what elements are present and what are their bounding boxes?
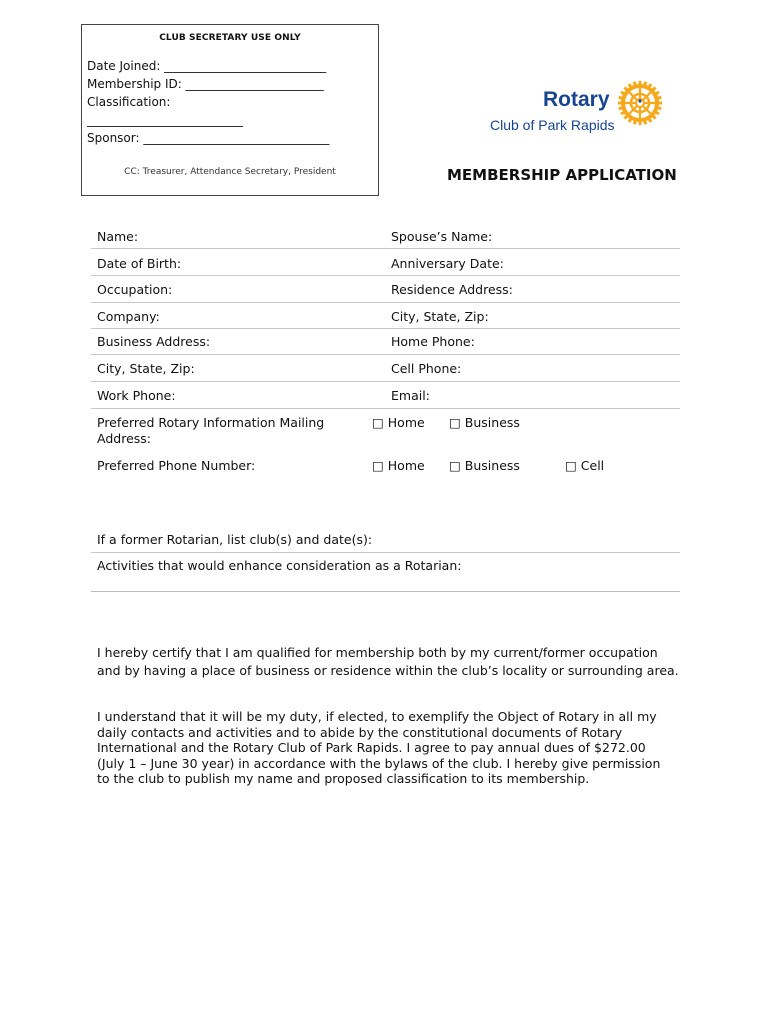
business-address-field[interactable]: Business Address: (97, 334, 211, 349)
certify-line: I hereby certify that I am qualified for membership both by my current/former occupation (97, 645, 658, 660)
phone-business-checkbox[interactable]: □ Business (449, 458, 520, 473)
understand-line: (July 1 – June 30 year) in accordance with the bylaws of the club. I hereby give permission (97, 755, 661, 771)
classification-label: Classification: (87, 95, 171, 109)
membership-id-field[interactable]: Membership ID: _______________________ (87, 77, 324, 91)
row-divider (91, 552, 680, 553)
row-divider (91, 354, 680, 355)
understand-paragraph (97, 709, 660, 787)
residence-address-field[interactable]: Residence Address: (391, 282, 513, 297)
understand-line: International and the Rotary Club of Park Rapids. I agree to pay annual dues of $272.00 (97, 740, 646, 755)
club-secretary-box (81, 24, 379, 196)
activities-field[interactable]: Activities that would enhance consideration as a Rotarian: (97, 558, 462, 573)
form-title: MEMBERSHIP APPLICATION (447, 166, 677, 184)
rotary-wheel-icon (617, 80, 663, 126)
certify-paragraph (97, 644, 679, 680)
occupation-field[interactable]: Occupation: (97, 282, 173, 297)
row-divider (91, 381, 680, 382)
home-phone-field[interactable]: Home Phone: (391, 334, 475, 349)
date-of-birth-field[interactable]: Date of Birth: (97, 256, 182, 271)
company-field[interactable]: Company: (97, 309, 160, 324)
mailing-business-checkbox[interactable]: □ Business (449, 415, 520, 430)
anniversary-date-field[interactable]: Anniversary Date: (391, 256, 504, 271)
phone-home-checkbox[interactable]: □ Home (372, 458, 425, 473)
rotary-logo-text: Rotary (543, 88, 610, 111)
secretary-box-title: CLUB SECRETARY USE ONLY (159, 33, 301, 43)
sponsor-field[interactable]: Sponsor: _______________________________ (87, 131, 330, 145)
phone-preference-label: Preferred Phone Number: (97, 458, 256, 473)
phone-cell-checkbox[interactable]: □ Cell (565, 458, 605, 473)
date-joined-field[interactable]: Date Joined: ___________________________ (87, 59, 327, 73)
club-name-text: Club of Park Rapids (490, 117, 615, 133)
mailing-preference-label-cont: Address: (97, 431, 151, 446)
email-field[interactable]: Email: (391, 388, 430, 403)
work-phone-field[interactable]: Work Phone: (97, 388, 176, 403)
spouse-name-field[interactable]: Spouse’s Name: (391, 229, 493, 244)
row-divider (91, 248, 680, 249)
mailing-preference-label: Preferred Rotary Information Mailing (97, 415, 325, 430)
understand-line: to the club to publish my name and proposed classification to its membership. (97, 771, 590, 786)
understand-line: daily contacts and activities and to abide by the constitutional documents of Rotary (97, 724, 623, 740)
mailing-home-checkbox[interactable]: □ Home (372, 415, 425, 430)
name-field[interactable]: Name: (97, 229, 139, 244)
business-city-state-zip-field[interactable]: City, State, Zip: (97, 361, 195, 376)
classification-field[interactable]: __________________________ (87, 113, 243, 127)
certify-line: and by having a place of business or residence within the club’s locality or surrounding area. (97, 663, 679, 678)
cc-note: CC: Treasurer, Attendance Secretary, President (124, 167, 336, 177)
residence-city-state-zip-field[interactable]: City, State, Zip: (391, 309, 489, 324)
cell-phone-field[interactable]: Cell Phone: (391, 361, 462, 376)
understand-line: I understand that it will be my duty, if elected, to exemplify the Object of Rotary in all my (97, 709, 657, 724)
former-rotarian-field[interactable]: If a former Rotarian, list club(s) and date(s): (97, 532, 373, 547)
row-divider (91, 408, 680, 409)
row-divider (91, 328, 680, 329)
row-divider (91, 302, 680, 303)
row-divider (91, 275, 680, 276)
row-divider (91, 591, 680, 592)
